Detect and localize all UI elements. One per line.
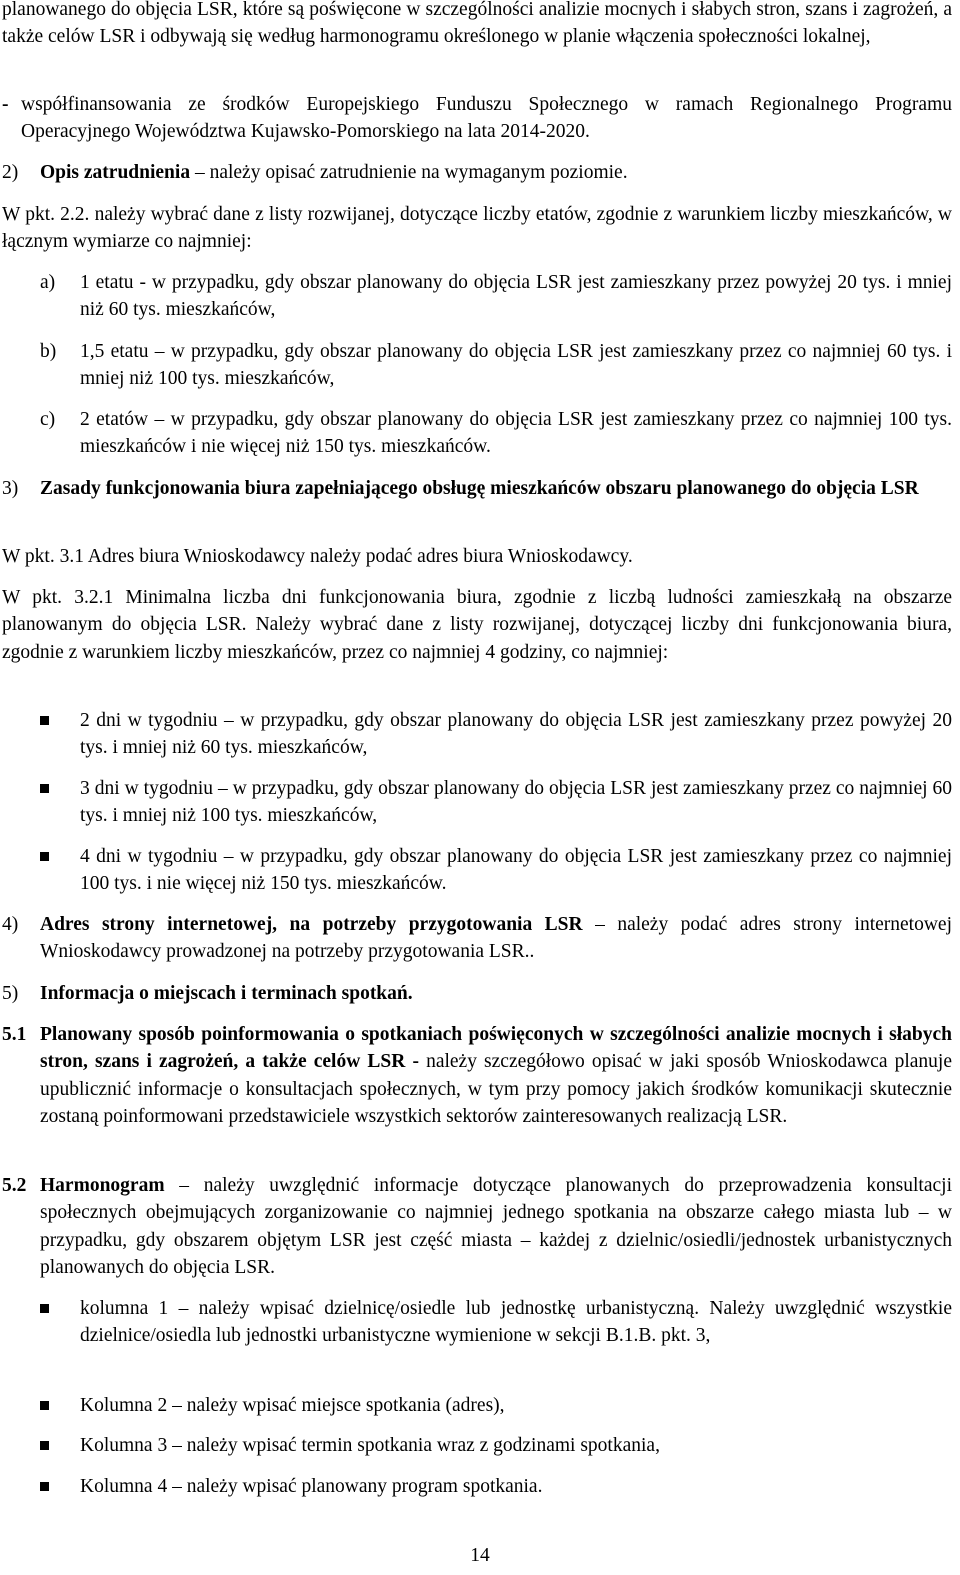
section-number: 5): [2, 983, 19, 1004]
bullet-text: 3 dni w tygodniu – w przypadku, gdy obszar planowany do objęcia LSR jest zamieszkany przez co najmniej 60 tys. i mniej niż 100 tys. mieszkańców,: [80, 778, 952, 827]
section-title: Informacja o miejscach i terminach spotkań.: [40, 983, 413, 1004]
bullet-text: Kolumna 4 – należy wpisać planowany program spotkania.: [80, 1476, 543, 1497]
bullet-text: kolumna 1 – należy wpisać dzielnicę/osiedle lub jednostkę urbanistyczną. Należy uwzględnić wszystkie dzielnice/osiedla lub jednostki urbanistyczne wymienione w sekcji B.1.B. pkt. 3,: [80, 1298, 952, 1347]
bullet-square-icon: [40, 707, 49, 735]
section-title: Harmonogram: [40, 1175, 165, 1196]
section-number: 2): [2, 162, 19, 183]
section-2-paragraph: W pkt. 2.2. należy wybrać dane z listy rozwijanej, dotyczące liczby etatów, zgodnie z warunkiem liczby mieszkańców, w łącznym wymiarze co najmniej:: [2, 204, 952, 253]
section-number: 4): [2, 914, 19, 935]
section-description: – należy opisać zatrudnienie na wymaganym poziomie.: [190, 162, 628, 183]
bullet-square-icon: [40, 843, 49, 871]
bullet-text: Kolumna 2 – należy wpisać miejsce spotkania (adres),: [80, 1395, 505, 1416]
page-number: 14: [470, 1545, 490, 1566]
bullet-text: Kolumna 3 – należy wpisać termin spotkania wraz z godzinami spotkania,: [80, 1435, 660, 1456]
bullet-text: 2 dni w tygodniu – w przypadku, gdy obszar planowany do objęcia LSR jest zamieszkany przez powyżej 20 tys. i mniej niż 60 tys. mieszkańców,: [80, 710, 952, 759]
section-number: 5.1: [2, 1024, 27, 1045]
list-label: b): [40, 341, 57, 362]
bullet-square-icon: [40, 1432, 49, 1460]
section-number: 3): [2, 478, 19, 499]
bullet-square-icon: [40, 1473, 49, 1501]
section-description: – należy podać adres strony internetowej Wnioskodawcy prowadzonej na potrzeby przygotowania LSR..: [40, 914, 952, 963]
section-description: należy szczegółowo opisać w jaki sposób Wnioskodawca planuje upublicznić informacje o konsultacjach społecznych, w tym przy pomocy jakich środków komunikacji skutecznie zostaną poinformowani przedstawiciele wszystkich sektorów zainteresowanych realizacją LSR.: [40, 1051, 952, 1127]
intro-cofinancing-text: współfinansowania ze środków Europejskiego Funduszu Społecznego w ramach Regionalnego Programu Operacyjnego Województwa Kujawsko-Pomorskiego na lata 2014-2020.: [21, 94, 952, 143]
bullet-text: 4 dni w tygodniu – w przypadku, gdy obszar planowany do objęcia LSR jest zamieszkany przez co najmniej 100 tys. i nie więcej niż 150 tys. mieszkańców.: [80, 846, 952, 895]
section-title: Zasady funkcjonowania biura zapełniającego obsługę mieszkańców obszaru planowanego do objęcia LSR: [40, 478, 919, 499]
section-number: 5.2: [2, 1175, 27, 1196]
list-label: a): [40, 272, 56, 293]
list-text: 2 etatów – w przypadku, gdy obszar planowany do objęcia LSR jest zamieszkany przez co najmniej 100 tys. mieszkańców i nie więcej niż 150 tys. mieszkańców.: [80, 409, 952, 458]
section-description: – należy uwzględnić informacje dotyczące planowanych do przeprowadzenia konsultacji społecznych obejmujących zorganizowanie co najmniej jednego spotkania na obszarze całego miasta lub – w przypadku, gdy obszarem objętym LSR jest część miasta – każdej z dzielnic/osiedli/jednostek urbanistycznych planowanych do objęcia LSR.: [40, 1175, 952, 1278]
list-text: 1 etatu - w przypadku, gdy obszar planowany do objęcia LSR jest zamieszkany przez powyżej 20 tys. i mniej niż 60 tys. mieszkańców,: [80, 272, 952, 321]
section-3-paragraph-1: W pkt. 3.1 Adres biura Wnioskodawcy należy podać adres biura Wnioskodawcy.: [2, 546, 633, 567]
bullet-square-icon: [40, 775, 49, 803]
list-text: 1,5 etatu – w przypadku, gdy obszar planowany do objęcia LSR jest zamieszkany przez co najmniej 60 tys. i mniej niż 100 tys. mieszkańców,: [80, 341, 952, 390]
section-title: Opis zatrudnienia: [40, 162, 191, 183]
intro-paragraph: planowanego do objęcia LSR, które są poświęcone w szczególności analizie mocnych i słabych stron, szans i zagrożeń, a także celów LSR i odbywają się według harmonogramu określonego w planie włączenia społeczności lokalnej,: [2, 0, 952, 48]
section-title: Planowany sposób poinformowania o spotkaniach poświęconych w szczególności analizie mocnych i słabych stron, szans i zagrożeń, a także celów LSR -: [40, 1024, 952, 1073]
dash-marker: -: [2, 94, 9, 115]
bullet-square-icon: [40, 1392, 49, 1420]
section-3-paragraph-2: W pkt. 3.2.1 Minimalna liczba dni funkcjonowania biura, zgodnie z liczbą ludności zamieszkałą na obszarze planowanym do objęcia LSR. Należy wybrać dane z listy rozwijanej, dotyczącej liczby dni funkcjonowania biura, zgodnie z warunkiem liczby mieszkańców, przez co najmniej 4 godziny, co najmniej:: [2, 587, 952, 663]
list-label: c): [40, 409, 56, 430]
section-title: Adres strony internetowej, na potrzeby przygotowania LSR: [40, 914, 583, 935]
bullet-square-icon: [40, 1295, 49, 1323]
